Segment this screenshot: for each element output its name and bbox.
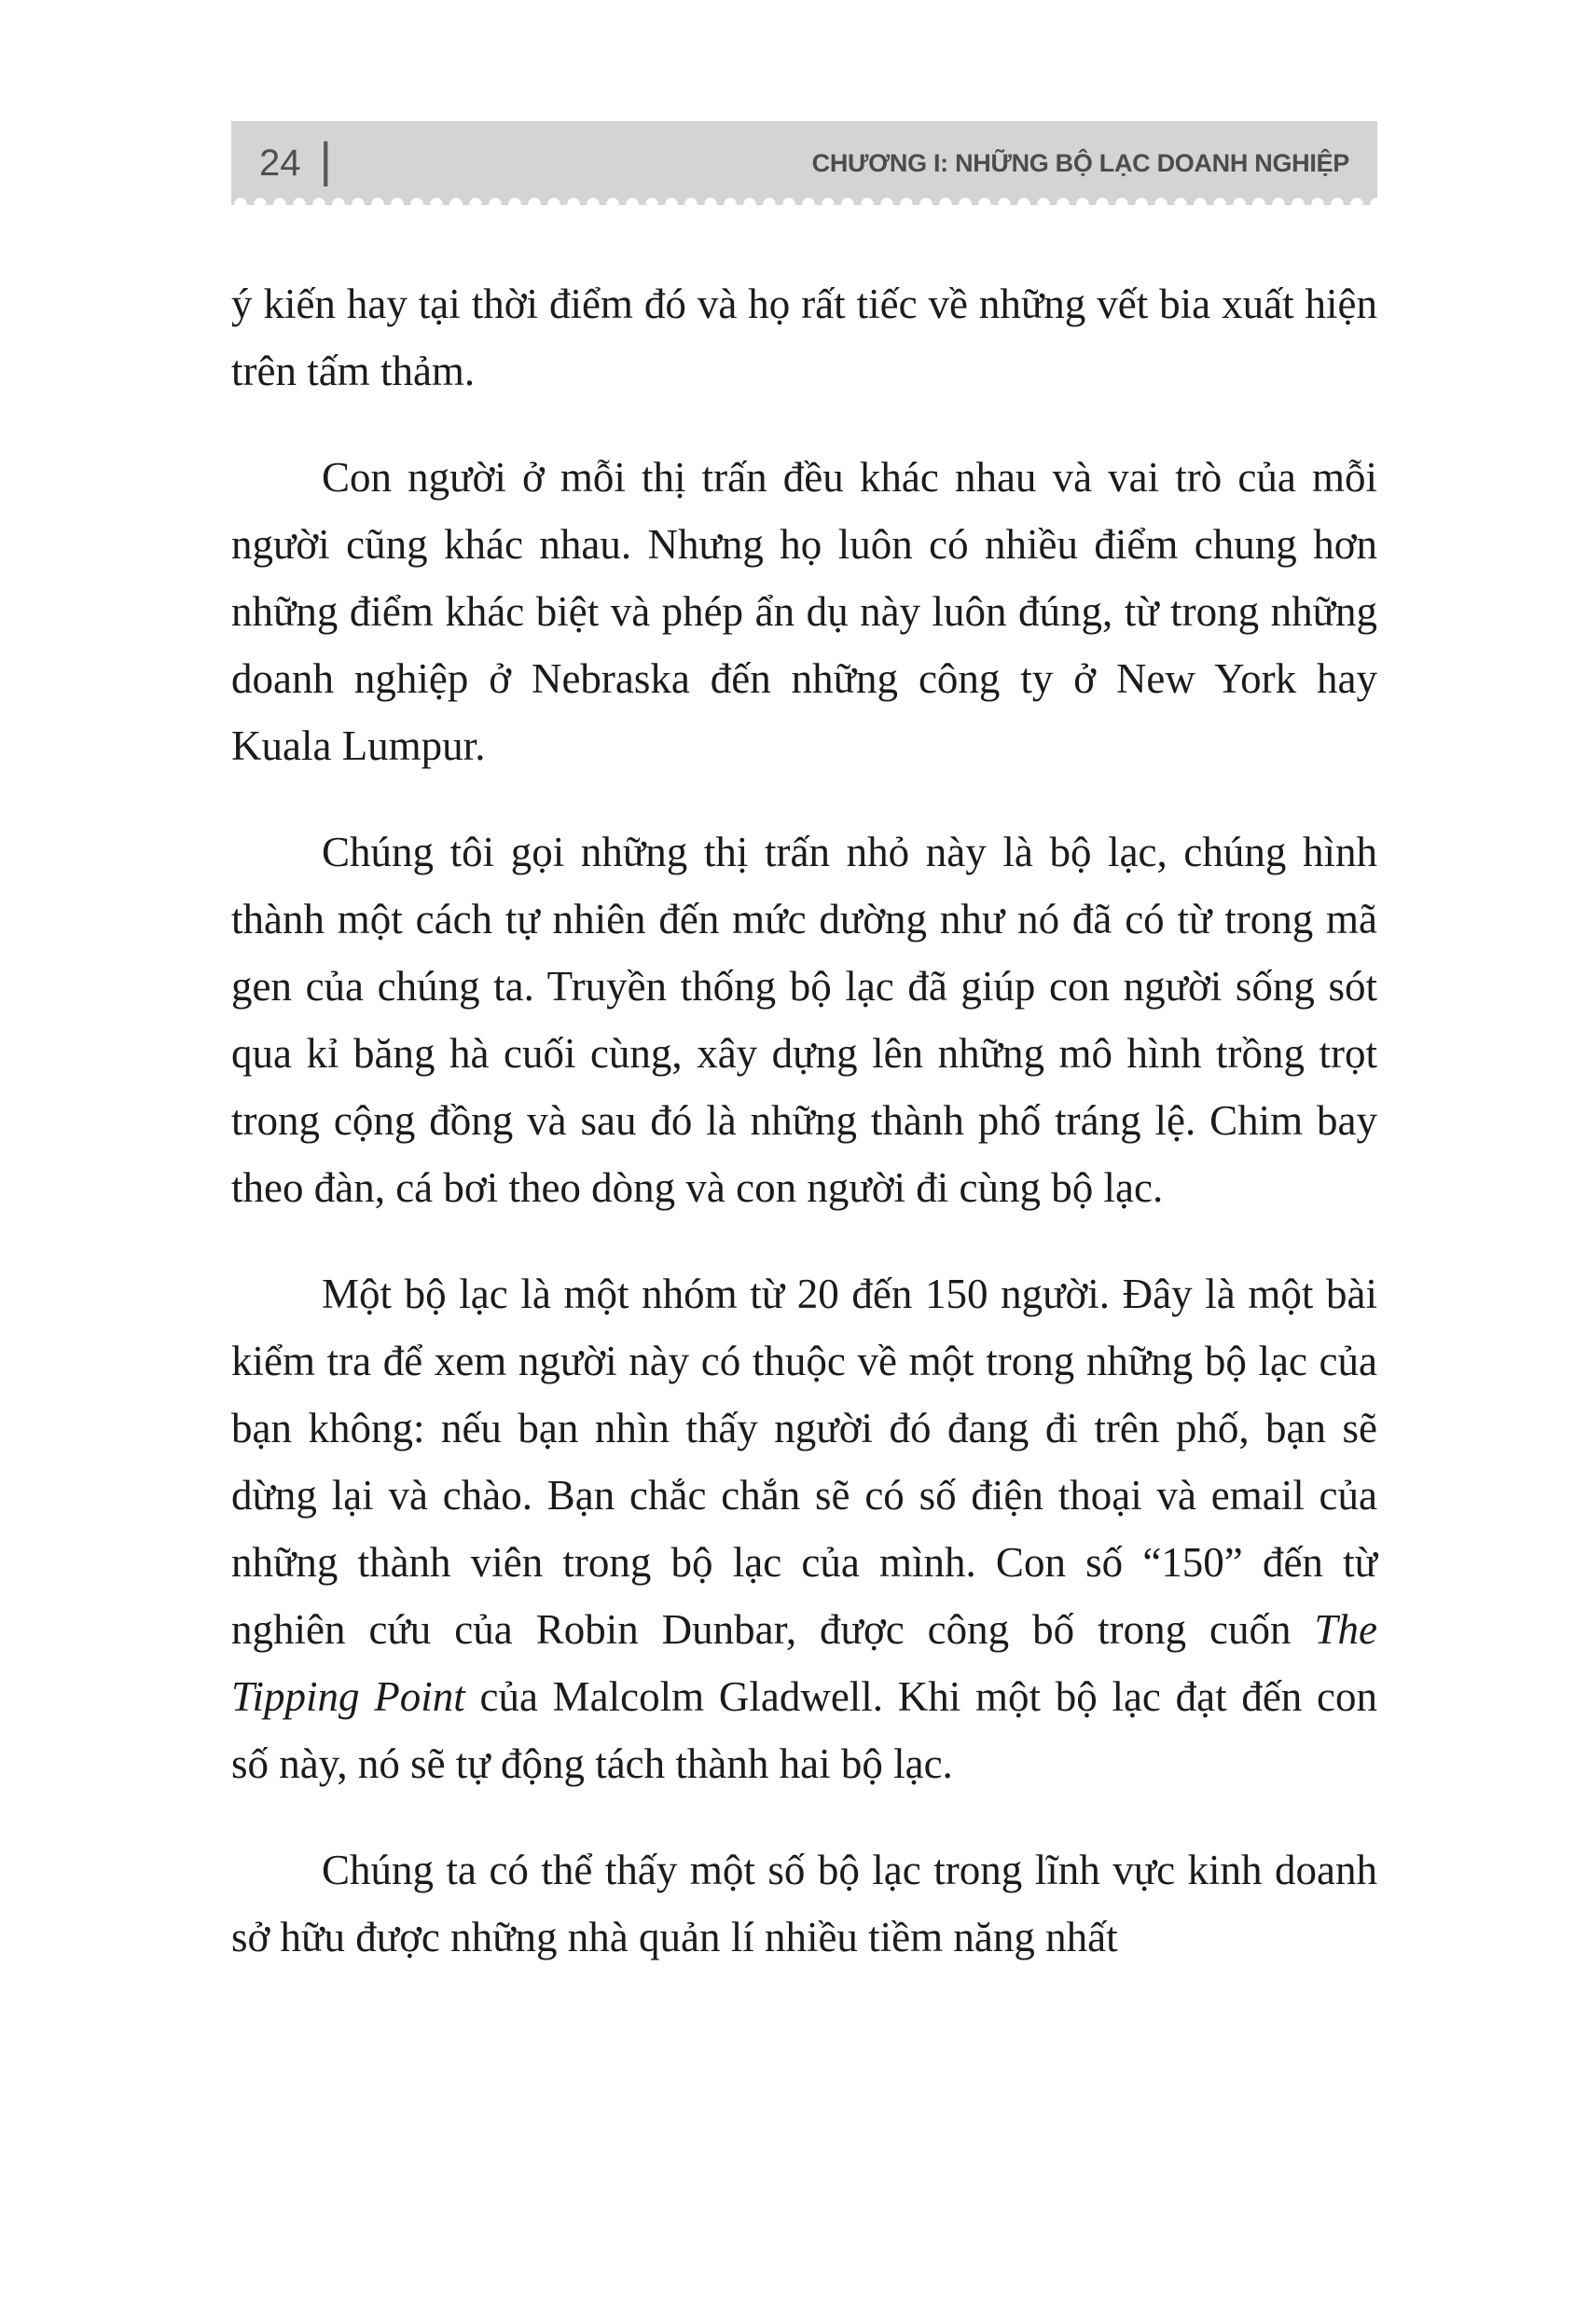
paragraph [231,444,1377,779]
paragraph-text: Chúng ta có thể thấy một số bộ lạc trong lĩnh vực kinh doanh sở hữu được những nhà quản lí nhiều tiềm năng nhất [231,1847,1377,1960]
paragraph [231,818,1377,1221]
paragraph-text: của Malcolm Gladwell. Khi một bộ lạc đạt đến con số này, nó sẽ tự động tách thành hai bộ lạc. [231,1673,1377,1787]
paragraph [231,1260,1377,1797]
page-header-band [231,121,1377,205]
paragraph [231,1836,1377,1971]
page-number-divider: | [319,133,333,187]
paragraph-text: Một bộ lạc là một nhóm từ 20 đến 150 người. Đây là một bài kiểm tra để xem người này có thuộc về một trong những bộ lạc của bạn không: nếu bạn nhìn thấy người đó đang đi trên phố, bạn sẽ dừng lại và chào. Bạn chắc chắn sẽ có số điện thoại và email của những thành viên trong bộ lạc của mình. Con số “150” đến từ nghiên cứu của Robin Dunbar, được công bố trong cuốn [231,1271,1377,1653]
page-number: 24 [259,143,301,184]
paragraph [231,270,1377,405]
book-title-italic: The Tipping Point [231,1606,1377,1720]
body-text [231,270,1377,2010]
paragraph-text: Con người ở mỗi thị trấn đều khác nhau và vai trò của mỗi người cũng khác nhau. Nhưng họ luôn có nhiều điểm chung hơn những điểm khác biệt và phép ẩn dụ này luôn đúng, từ trong những doanh nghiệp ở Nebraska đến những công ty ở New York hay Kuala Lumpur. [231,454,1377,769]
paragraph-text: Chúng tôi gọi những thị trấn nhỏ này là bộ lạc, chúng hình thành một cách tự nhiên đến mức dường như nó đã có từ trong mã gen của chúng ta. Truyền thống bộ lạc đã giúp con người sống sót qua kỉ băng hà cuối cùng, xây dựng lên những mô hình trồng trọt trong cộng đồng và sau đó là những thành phố tráng lệ. Chim bay theo đàn, cá bơi theo dòng và con người đi cùng bộ lạc. [231,829,1377,1211]
page-number-group [259,133,333,187]
paragraph-text: ý kiến hay tại thời điểm đó và họ rất tiếc về những vết bia xuất hiện trên tấm thảm. [231,281,1377,394]
chapter-title: CHƯƠNG I: NHỮNG BỘ LẠC DOANH NGHIỆP [811,148,1349,177]
